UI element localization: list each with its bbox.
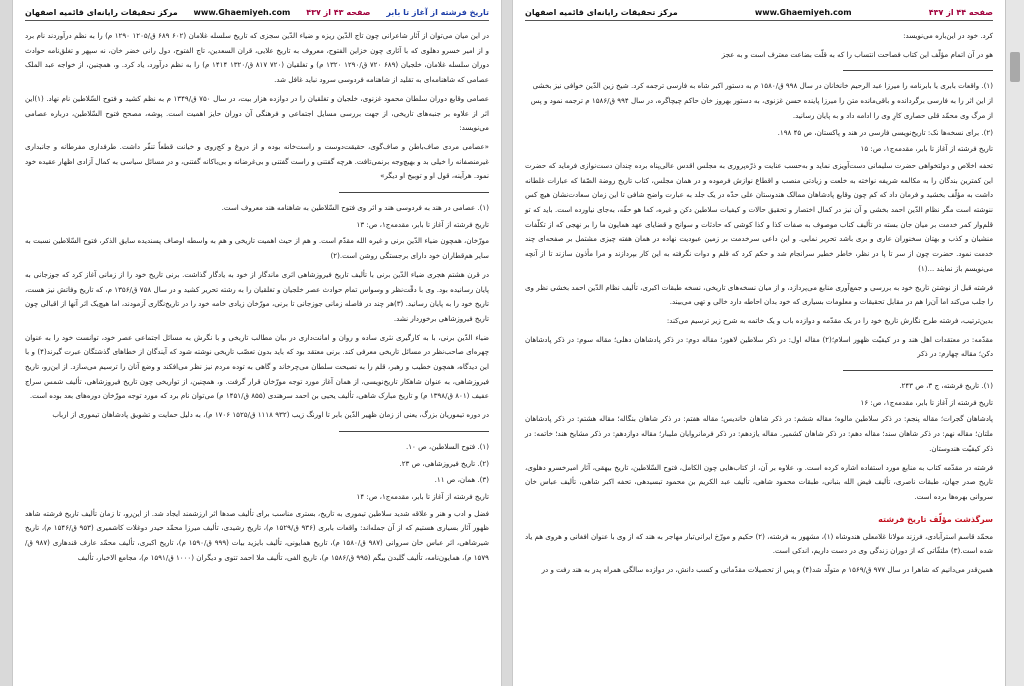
footnote: (۱). فتوح السلاطین، ص ۱۰. [405, 441, 489, 451]
paragraph: پادشاهان گجرات؛ مقاله پنجم: در ذکر سلاطین مالوه؛ مقاله ششم: در ذکر شاهان خاندیس؛ مقاله هفتم: در ذکر شاهان بنگاله؛ مقاله هشتم: در ذکر پادشاهان ملتان؛ مقاله نهم: در ذکر شاهان سند؛ مقاله دهم: در ذکر شاهان کشمیر. مقاله یازدهم: در ذکر فرمانروایان ملیبار؛ مقاله دوازدهم: در ذکر مشایخ هند؛ خاتمه: در ذکر کیفیّت هندوستان. [525, 414, 993, 453]
footnote-divider [339, 192, 489, 193]
document-page-43 [12, 0, 502, 686]
paragraph: بدین‌ترتیب، فرشته طرح نگارش تاریخ خود را در یک مقدّمه و دوازده باب و یک خاتمه به شرح زیر ترسیم می‌کند: [666, 315, 993, 325]
website-link[interactable]: www.Ghaemiyeh.com [754, 8, 852, 17]
paragraph: کرد. خود در این‌باره می‌نویسد: [903, 31, 993, 40]
paragraph: در دوره تیموریان بزرگ، یعنی از زمان ظهیر الدّین بابر تا اورنگ زیب (۹۳۲ ۱۱۱۸ ق/۱۵۲۵ ۱۷۰۶ م)، به دلیل حمایت و تشویق پادشاهان تیموری از ارباب [52, 410, 489, 420]
paragraph: همین‌قدر می‌دانیم که شاهرا در سال ۹۷۷ ق/۱۵۶۹ م متولّد شد(۴) و پس از تحصیلات مقدّماتی و کسب دانش، در دوازده سالگی همراه پدر به هند رفت و در [541, 565, 993, 575]
paragraph: تحفه اخلاص و دولتخواهی حضرت سلیمانی دست‌آویزی نماید و به‌حسب عنایت و ذرّه‌پروری به مجلس اقدس عالی‌پناه برده چندان دست‌نوازی فرماید که حضرت این کمترین بندگان را به مکالمه شریفه نواخته به خلعت و زیادتی منصب و اقطاع نوازش فرموده و در همان مجلس، کتاب تاریخ روضة الصّفا که عبارات غلطانه داشت به مؤلّف بخشید و فرمان داد که کم چون وقایع پادشاهان ممالک هندوستان علی حدّه در یک جلد به عبارت واضح شافی تا این زمان سعادت‌نشان هیچ کس ننوشته است مگر نظام الدّین احمد بخشی و آن نیز در کمال اختصار و تحقیق حالات و کیفیات سلاطین دکن و غیره، کما هو حقّه، به‌جای نیاورده است. باید که تو قلم‌وار کمر خدمت بر میان جان بسته در تألیف کتاب موصوف به صفات کذا و کذا کوشی که حادثات و سوانح و قضایای عهد همایون ما را بر نهجی که از تکلّفات منشیان و کذب و بهتان سخنوران عاری و بری باشد تحریر نمایی. و این داعی سرخدمت بر زمین عبودیت نهاده در همان هفته چیزی مشتمل بر صفحه‌ای چند خدمت نمود. حضرت چون از سر تا پا در نظر، خاطر خطیر سرانجام شد و حکم کرد که قلم و دوات نگرفته به این کار بپردازند و مرا مأذون سازند تا از آنچه می‌نویسم باز نمایند ...(۱) [525, 160, 993, 273]
organization-name: مرکز تحقیقات رایانه‌ای قائمیه اصفهان [525, 8, 678, 17]
paragraph: «عصامی مردی صاف‌باطن و صاف‌گوی، حقیقت‌دوست و راست‌خانه بوده و از دروغ و کج‌روی و خیانت قطعاً تنفّر داشت. طرفداری مفرطانه و جانبداری غیرمنصفانه را خیلی بد و بهیچ‌وجه برنمی‌تافت. هرچه گفتنی و راست گفتنی و بی‌غرضانه و بی‌باکانه گفتنی، و در مسائل سیاسی به کمال آزادی اظهار عقیده خود نمود. هرآینه، قول او و توبیخ او دیگر» [24, 141, 489, 181]
paragraph: ضیاء الدّین برنی، با به کارگیری نثری ساده و روان و امانت‌داری در بیان مطالب تاریخی و با نگرش به مسائل اجتماعی عصر خود، توانست خود را به عنوان چهره‌ای صاحب‌نظر در مسائل تاریخی معرفی کند. برنی معتقد بود که باید بدون تعصّب تاریخی نوشته شود که آیندگان از خطاهای گذشتگان عبرت گیرند(۴) و با این دیدگاه، همچون خطیب و رهبر، قلم را به نصیحت سلطان می‌چرخاند و گاهی به توده مردم نیز نظر می‌افکند و وضع آنان را ترسیم می‌سازد. از این‌رو، تاریخ فیروزشاهی، به عنوان شاهکار تاریخ‌نویسی، از همان آغاز مورد توجه مورّخان قرار گرفت. و، همچنین، از تواریخی چون تاریخ فیروزشاهی، تألیف شمس سراج عفیف (۸۰۱ ق/۱۳۹۸ م) و تاریخ مبارک شاهی، تألیف یحیی بن احمد سرهندی (۸۵۵ ق/۱۴۵۱ م) می‌توان نام برد که مورد توجه مورّخان دوره‌های بعد بوده است. [25, 332, 489, 401]
page-header [25, 8, 489, 21]
footnote-divider [843, 370, 993, 371]
paragraph: در این میان می‌توان از آثار شاعرانی چون تاج الدّین ریزه و ضیاء الدّین سجزی که تاریخ سلسله غلامان (۶۰۲ ۶۸۹ ق/۱۲۰۵ ۱۲۹۰ م) را به نظم درآوردند نام برد و از امیر خسرو دهلوی که با آثاری چون خزاین الفتوح، معروف به تاریخ علایی، قران السعدین، تاج الفتوح، دول رانی خضر خان، نه سپهر و تغلق‌نامه حوادث دوران سلسله غلامان، خلجیان (۶۸۹ ۷۲۰ ق/۱۲۹۰ ۱۳۲۰ م) و تغلقیان (۷۲۰ ۸۱۷ ق/۱۳۲۰ ۱۴۱۴ م) را به نظم درآورد، یاد کرد. و، همچنین، از خواجه عبد الملک عصامی که شاهنامه‌ای به تقلید از شاهنامه فردوسی سرود نباید غافل شد. [25, 31, 490, 85]
paragraph: مورّخان، همچون ضیاء الدّین برنی و غیره الله مقدّم است. و هم از حیث اهمیت تاریخی و هم به واسطه اوصاف پسندیده سایق الذکر، فتوح السّلاطین نسبت به سایر هم‌قطاران خود دارای برجستگی روشن است.(۲) [25, 236, 489, 261]
page-reference: تاریخ فرشته از آغاز تا بابر، مقدمه‌ج‌۱، ص: ۱۵ [860, 144, 993, 154]
footnote: (۲). برای نسخه‌ها نک: تاریخ‌نویسی فارسی در هند و پاکستان، ص ۴۵ ۱۹۸. [777, 127, 993, 137]
page-number: صفحه ۴۴ از ۴۳۷ [928, 8, 993, 17]
page-reference: تاریخ فرشته از آغاز تا بابر، مقدمه‌ج‌۱، ص: ۱۴ [356, 491, 489, 501]
paragraph: محمّد قاسم استرآبادی، فرزند مولانا غلامعلی هندوشاه (۱)، مشهور به فرشته، (۲) حکیم و مورّخ ایرانی‌تبار مهاجر به هند که از وی با عنوان افغانی و هروی هم یاد شده است.(۳) ملتفّاتی که از دوران زندگی وی در دست داریم، اندکی است. [525, 531, 993, 556]
paragraph: عصامی وقایع دوران سلطان محمود غزنوی، خلجیان و تغلقیان را در دوازده هزار بیت، در سال ۷۵۰ ق/۱۳۴۹ م به نظم کشید و فتوح السّلاطین نام نهاد. (۱)این اثر از علاوه بر جنبه‌های تاریخی، از جهت بررسی مسایل اجتماعی و فرهنگی آن دوران حایز اهمیت است. پوشه، مصحح فتوح السّلاطین، درباره عصامی می‌نویسد: [25, 93, 489, 133]
book-title: تاریخ فرشته از آغاز تا بابر [386, 8, 489, 17]
paragraph: هو در آن اتمام مؤلّف این کتاب فصاحت انتساب را که به قلّت بضاعت معترف است و به عجز [721, 49, 993, 59]
paragraph: فرشته قبل از نوشتن تاریخ خود به بررسی و جمع‌آوری منابع می‌پردازد، و از میان نسخه‌های تاریخی، نسخه طبقات اکبری، تألیف نظام الدّین احمد بخشی نظر وی را جلب می‌کند اما آن‌را هم در مقابل تحقیقات و معلومات بسیاری که خود بدان احاطه دارد خالی و تهی می‌بیند. [525, 282, 993, 307]
website-link[interactable]: www.Ghaemiyeh.com [193, 8, 291, 17]
footnote: (۲). تاریخ فیروزشاهی، ص ۲۳. [399, 458, 489, 468]
page-reference: تاریخ فرشته از آغاز تا بابر، مقدمه‌ج‌۱، ص: ۱۳ [356, 219, 489, 229]
paragraph: فرشته در مقدّمه کتاب به منابع مورد استفاده اشاره کرده است. و، علاوه بر آن، از کتاب‌هایی چون الکامل، فتوح السّلاطین، تاریخ بیهقی، آثار امیرخسرو دهلوی، تاریخ صدر جهان، طبقات ناصری، تألیف فیض الله بنبانی، طبقات محمود شاهی، تألیف عبد الکریم بن محمود تبسیدهی، تحفه اکبر شاهی، تألیف عباس خان سروانی بهره‌ها برده است. [525, 462, 993, 501]
footnote-divider [843, 70, 993, 71]
document-page-44 [512, 0, 1006, 686]
footnote: (۳). همان، ص ۱۱. [434, 475, 489, 485]
organization-name: مرکز تحقیقات رایانه‌ای قائمیه اصفهان [25, 8, 178, 17]
scrollbar-thumb[interactable] [1010, 52, 1020, 82]
section-heading: سرگذشت مؤلّف تاریخ فرشته [878, 514, 993, 524]
page-reference: تاریخ فرشته از آغاز تا بابر، مقدمه‌ج‌۱، ص: ۱۶ [860, 397, 993, 407]
paragraph: در قرن هشتم هجری ضیاء الدّین برنی با تألیف تاریخ فیروزشاهی اثری ماندگار از خود به یادگار گذاشت. برنی تاریخ خود را از زمانی آغاز کرد که جوزجانی به پایان رسانیده بود. وی با دقّت‌نظر و وسواس تمام حوادث عصر خلجیان و تغلقیان را به رشته تحریر کشید و در سال ۷۵۸ ق/۱۳۵۶ م، که تاریخ وفاتش نیز هست، تاریخ خود را به پایان رسانید. (۳)هر چند در فاصله زمانی جوزجانی تا برنی، مورّخان زیادی خامه خود را در تاریخ‌نگاری آزمودند، اما هیچ‌یک اثر آنها از اقبالی چون تاریخ فیروزشاهی برخوردار نشد. [25, 269, 490, 323]
footnote-divider [339, 431, 489, 432]
footnote: (۱). عصامی در هند به فردوسی هند و اثر وی فتوح السّلاطین به شاهنامه هند معروف است. [221, 203, 489, 213]
paragraph: فضل و ادب و هنر و علاقه شدید سلاطین تیموری به تاریخ، بستری مناسب برای تألیف صدها اثر ارزشمند ایجاد شد. از این‌رو، تا زمان تألیف تاریخ فرشته شاهد ظهور آثار بسیاری هستیم که از آن جمله‌اند: واقعات بابری (۹۳۶ ق/۱۵۲۹ م)، تاریخ رشیدی، تألیف میرزا محمّد حیدر دوغلات کاشمیری (۹۵۳ ق/۱۵۴۶ م)، تاریخ شیرشاهی، اثر عباس خان سروانی (۹۸۷ ق/۱۵۸۰ م)، تاریخ همایونی، تألیف بایزید بیات (۹۹۹ ق/۱۵۹۰ م)، تاریخ اکبری، تألیف محمّد عارف قندهاری (۹۸۷ ق/۱۵۷۹ م)، همایون‌نامه، تألیف گلبدن بیگم (۹۹۵ ق/۱۵۸۶ م)، تاریخ الفی، تألیف ملا احمد تتوی و دیگران (۱۰۰۰ ق/۱۵۹۱ م)، مجامع الاخبار، تألیف [25, 508, 489, 562]
page-header [525, 8, 993, 21]
paragraph: مقدّمه: در معتقدات اهل هند و در کیفیّت ظهور اسلام؛(۲) مقاله اول: در ذکر سلاطین لاهور؛ مقاله دوم: در ذکر پادشاهان دهلی؛ مقاله سوم: در ذکر پادشاهان دکن؛ مقاله چهارم: در ذکر [525, 334, 993, 359]
footnote: (۱). واقعات بابری یا بابرنامه را میرزا عبد الرحیم خانخانان در سال ۹۹۸ ق/۱۵۸۰ م به دستور اکبر شاه به فارسی ترجمه کرد. شیخ زین الدّین خوافی نیز بخشی از این اثر را به فارسی برگردانده و باقی‌مانده متن را میرزا پاینده حسن غزنوی، به دستور بهروز خان حاکم چیچاگره، در سال ۹۹۴ ق/۱۵۸۶ م ترجمه نمود و پس از مرگ وی محمّد قلی حصاری کارِ وی را ادامه داد و به پایان رسانید. [530, 81, 993, 120]
footnote: (۱). تاریخ فرشته، ج ۳، ص ۲۴۳. [899, 381, 993, 391]
vertical-scrollbar[interactable] [1005, 0, 1024, 686]
page-number: صفحه ۴۳ از ۴۳۷ [306, 8, 371, 17]
